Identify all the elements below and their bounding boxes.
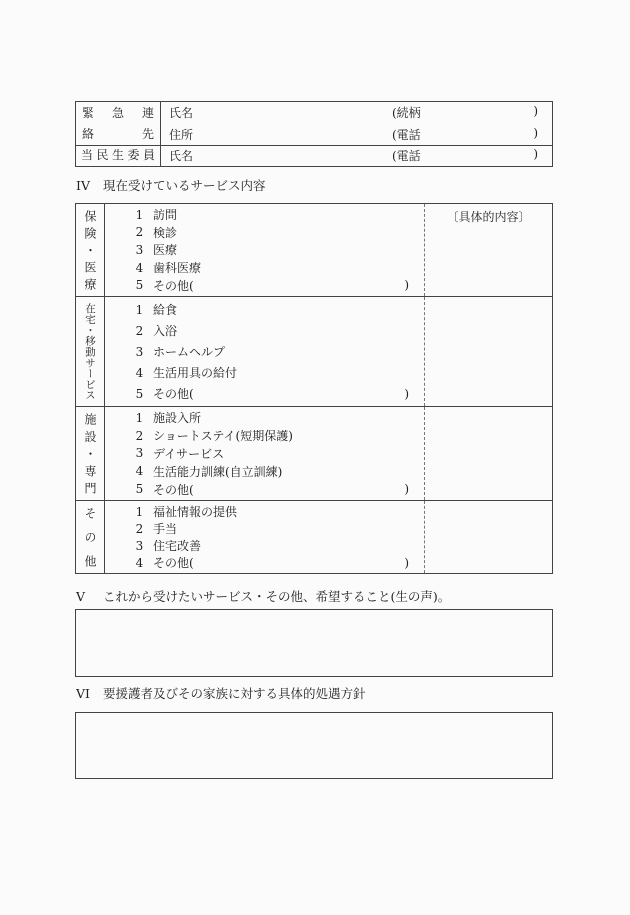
item-label: 歯科医療 — [153, 261, 202, 276]
item-number: 4 — [135, 555, 144, 570]
item-number: 3 — [135, 446, 144, 461]
phone-close-paren: ) — [533, 125, 538, 140]
service-item — [105, 364, 424, 381]
category-label: 施設・専門 — [83, 413, 97, 494]
category-cell — [76, 297, 105, 406]
item-number: 3 — [135, 538, 144, 553]
service-group-home — [76, 297, 552, 407]
emergency-contact-row — [76, 102, 552, 146]
item-number: 2 — [135, 521, 144, 536]
item-label: 訪問 — [153, 208, 178, 223]
item-number: 2 — [135, 225, 144, 240]
item-number: 5 — [135, 278, 144, 293]
item-label: 生活能力訓練(自立訓練) — [153, 464, 283, 479]
service-item — [105, 343, 424, 360]
item-close-paren: ) — [404, 482, 409, 497]
category-label: 在宅・移動サービス — [84, 303, 96, 400]
service-item-other — [105, 385, 424, 402]
emergency-label-line2: 絡先 — [82, 127, 154, 141]
service-item — [105, 259, 424, 276]
commissioner-phone-label: (電話 — [392, 149, 421, 163]
service-item — [105, 427, 424, 444]
detail-column — [424, 407, 552, 500]
items-cell — [105, 407, 424, 500]
item-label: 入浴 — [153, 324, 178, 338]
commissioner-name-label: 氏名 — [169, 149, 194, 163]
category-cell — [76, 407, 105, 500]
service-item — [105, 503, 424, 520]
address-field-label: 住所 — [169, 127, 194, 142]
section6-numeral: VI — [76, 686, 90, 701]
service-item — [105, 224, 424, 241]
item-number: 1 — [135, 410, 144, 425]
service-item — [105, 463, 424, 480]
service-group-facility — [76, 407, 552, 501]
relationship-paren — [392, 104, 538, 121]
item-label: ホームヘルプ — [153, 345, 226, 359]
item-number: 5 — [135, 482, 144, 497]
phone-label: (電話 — [392, 127, 421, 142]
detail-column-header: 〔具体的内容〕 — [424, 204, 552, 296]
item-label: 福祉情報の提供 — [153, 505, 238, 519]
item-number: 4 — [135, 464, 144, 479]
item-close-paren: ) — [404, 278, 409, 293]
service-item — [105, 409, 424, 426]
relationship-label: (続柄 — [392, 106, 421, 121]
item-label: ショートステイ(短期保護) — [153, 429, 293, 444]
service-item — [105, 206, 424, 223]
item-number: 2 — [135, 428, 144, 443]
service-item — [105, 301, 424, 318]
item-label: その他( — [153, 278, 194, 293]
section6-title: 要援護者及びその家族に対する具体的処遇方針 — [103, 686, 366, 701]
service-item-other — [105, 481, 424, 498]
service-group-other — [76, 501, 552, 573]
phone-paren — [392, 126, 538, 143]
item-label: その他( — [153, 556, 194, 570]
emergency-label-line1: 緊急連 — [82, 106, 154, 120]
category-label: その他 — [83, 507, 97, 567]
item-close-paren: ) — [404, 555, 409, 570]
service-item — [105, 520, 424, 537]
section6-heading — [76, 686, 366, 701]
relationship-close-paren: ) — [533, 104, 538, 119]
section4-numeral: IV — [76, 178, 90, 193]
welfare-commissioner-label: 当民生委員 — [76, 146, 161, 166]
item-label: その他( — [153, 482, 194, 497]
commissioner-phone-close-paren: ) — [533, 147, 538, 161]
item-label: その他( — [153, 387, 194, 401]
item-number: 4 — [135, 365, 144, 380]
name-field-label: 氏名 — [169, 106, 194, 121]
service-item — [105, 241, 424, 258]
section5-answer-box — [75, 609, 553, 677]
item-number: 1 — [135, 207, 144, 222]
items-cell — [105, 501, 424, 573]
item-close-paren: ) — [404, 386, 409, 401]
category-cell — [76, 501, 105, 573]
service-table — [75, 203, 553, 574]
service-item-other — [105, 554, 424, 571]
items-cell — [105, 297, 424, 406]
service-item — [105, 537, 424, 554]
item-number: 3 — [135, 344, 144, 359]
detail-column — [424, 297, 552, 406]
section4-heading — [76, 178, 266, 193]
item-label: 給食 — [153, 303, 178, 317]
commissioner-fields — [161, 146, 552, 166]
item-number: 4 — [135, 260, 144, 275]
address-line — [161, 124, 552, 146]
item-label: 医療 — [153, 243, 178, 258]
commissioner-name-line — [161, 146, 552, 165]
item-label: 生活用具の給付 — [153, 366, 238, 380]
item-number: 3 — [135, 242, 144, 257]
service-group-medical — [76, 204, 552, 297]
category-cell — [76, 204, 105, 296]
emergency-contact-label — [76, 102, 161, 145]
service-item — [105, 445, 424, 462]
section5-heading — [76, 589, 450, 604]
section4-title: 現在受けているサービス内容 — [103, 178, 266, 193]
detail-column — [424, 501, 552, 573]
welfare-commissioner-row — [76, 146, 552, 166]
commissioner-phone-paren — [392, 147, 538, 164]
section6-answer-box — [75, 712, 553, 779]
item-number: 1 — [135, 504, 144, 519]
service-item-other — [105, 277, 424, 294]
section5-title: これから受けたいサービス・その他、希望すること(生の声)。 — [103, 589, 451, 604]
item-number: 1 — [135, 302, 144, 317]
item-label: 施設入所 — [153, 411, 202, 426]
emergency-contact-table — [75, 101, 553, 167]
emergency-fields — [161, 102, 552, 145]
item-label: 住宅改善 — [153, 539, 202, 553]
section5-numeral: V — [76, 589, 86, 604]
item-label: 手当 — [153, 522, 178, 536]
item-label: 検診 — [153, 225, 178, 240]
category-label: 保険・医療 — [83, 210, 97, 290]
item-number: 5 — [135, 386, 144, 401]
items-cell — [105, 204, 424, 296]
item-label: デイサービス — [153, 446, 225, 461]
name-line — [161, 102, 552, 124]
service-item — [105, 322, 424, 339]
item-number: 2 — [135, 323, 144, 338]
